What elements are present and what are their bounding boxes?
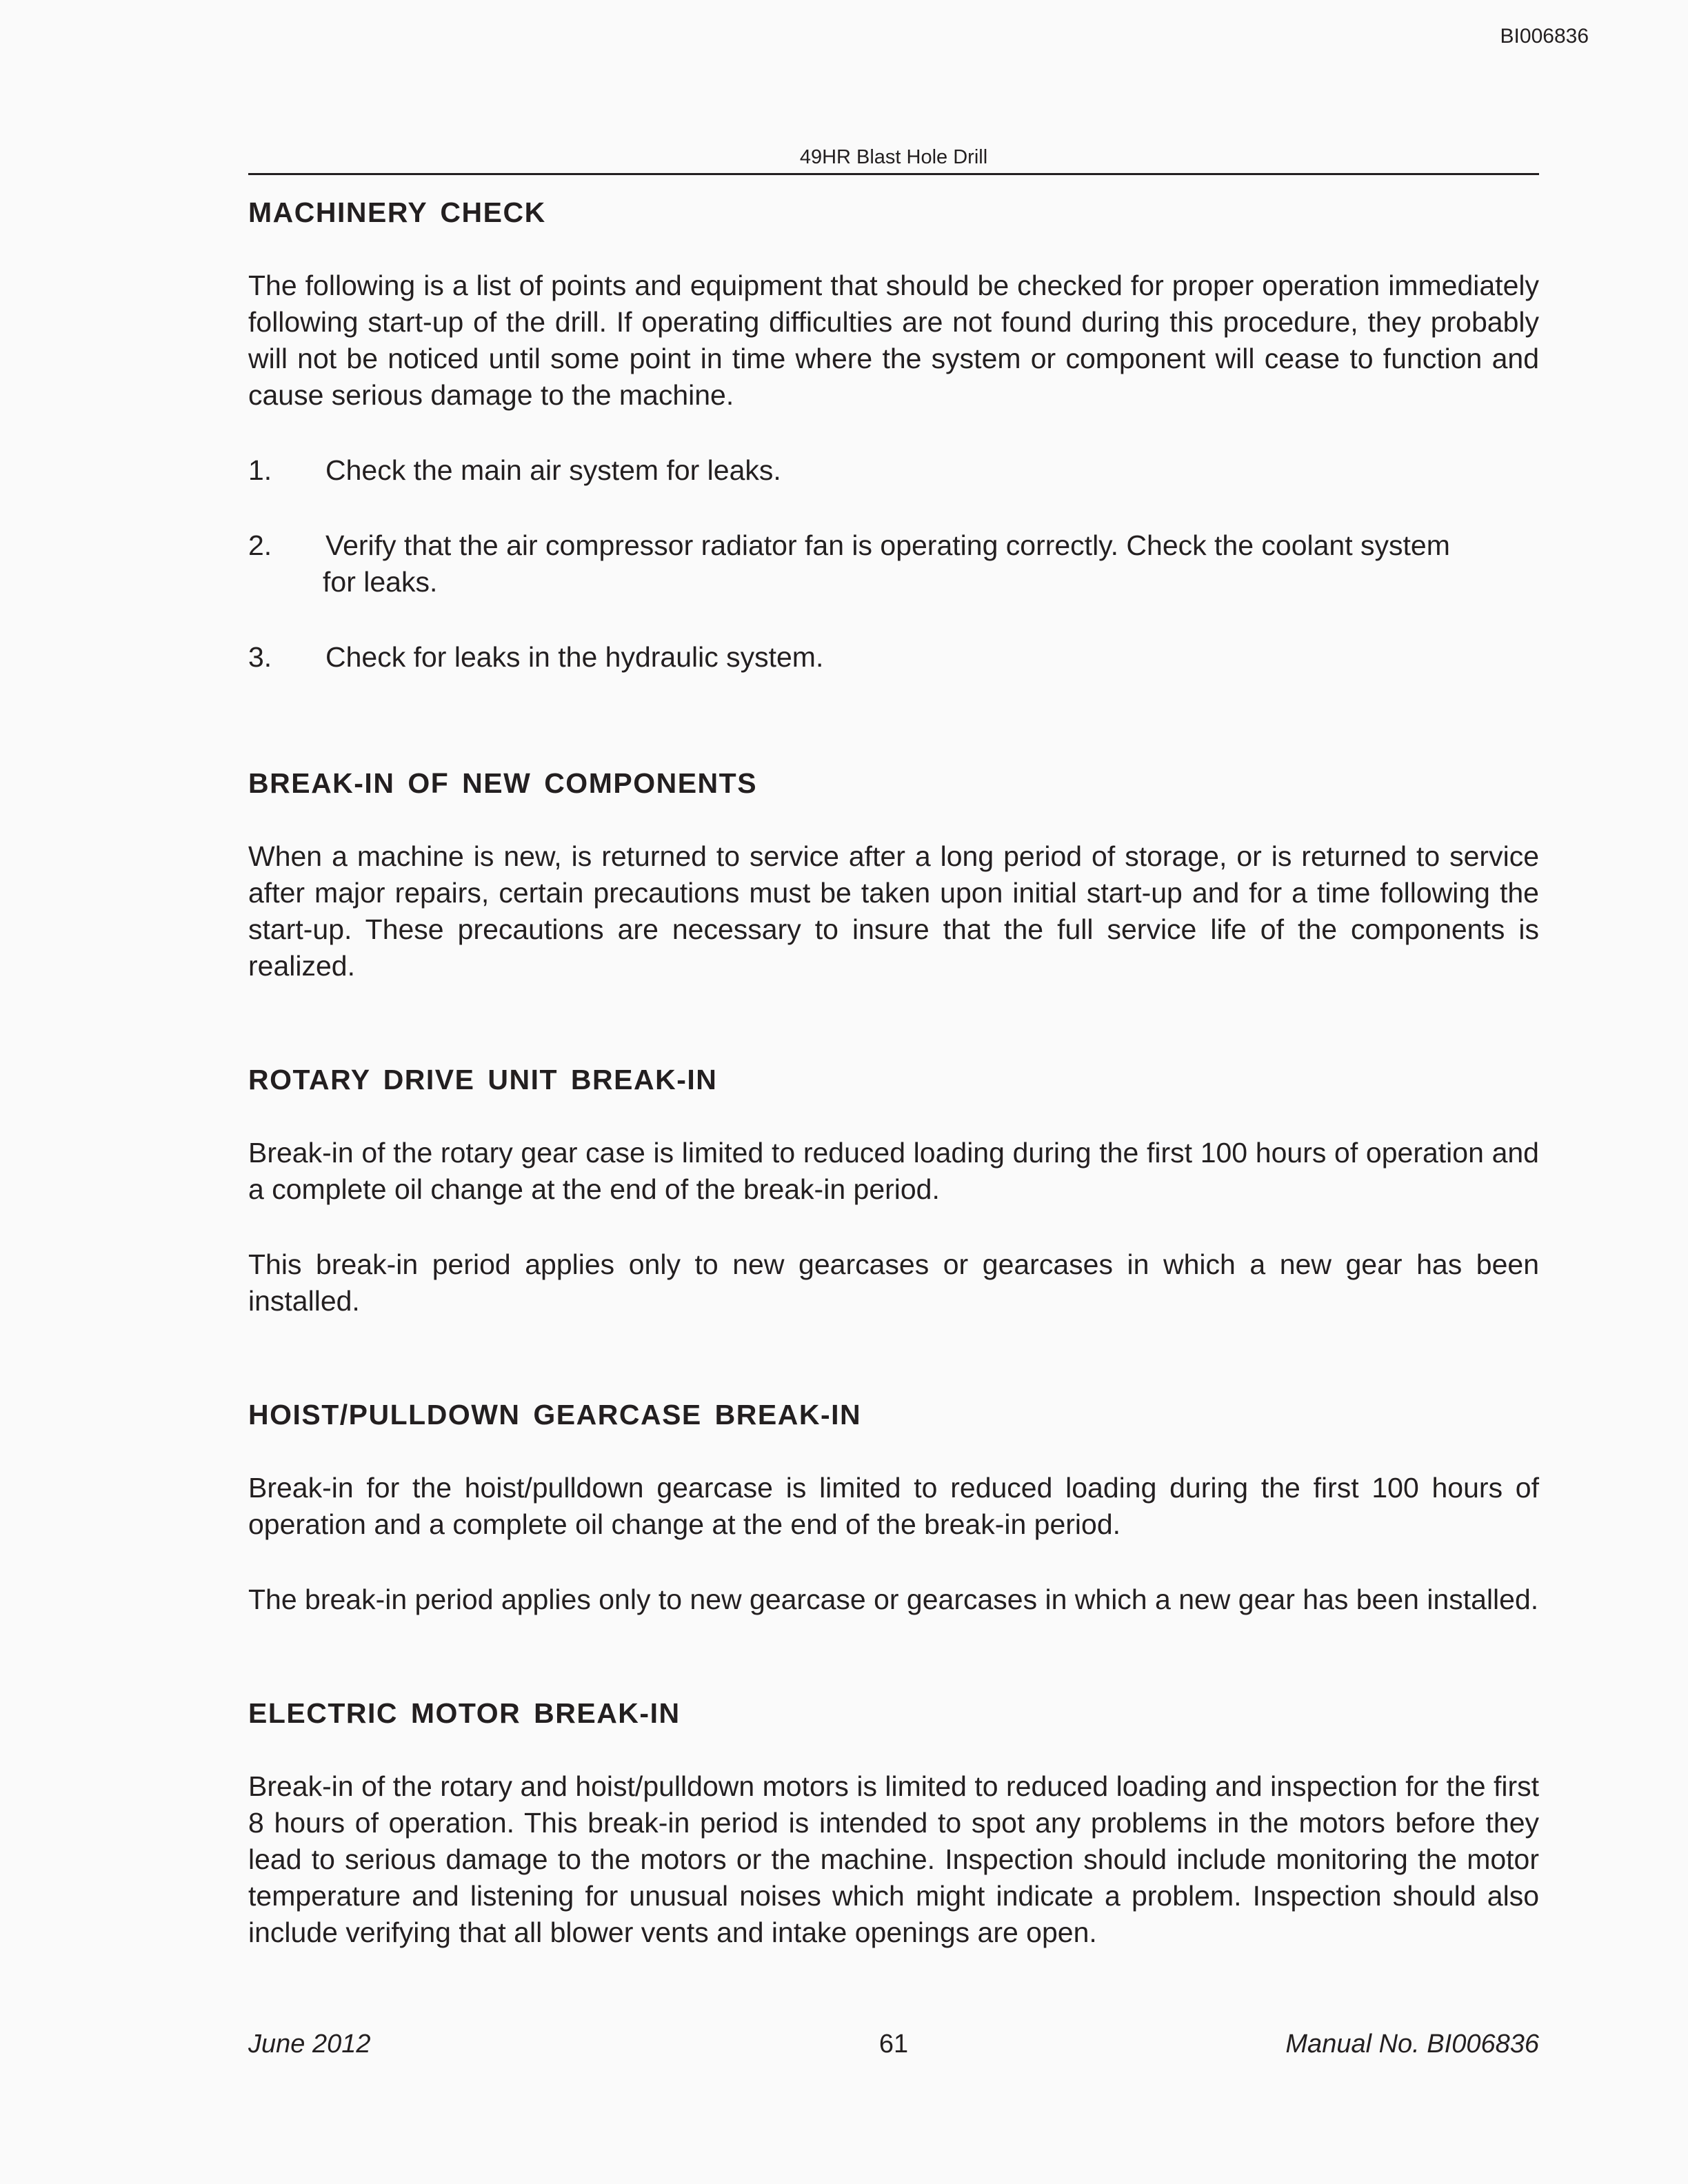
page-footer [248,2030,1539,2059]
list-item-number: 1. [248,454,272,486]
list-item-text: Check for leaks in the hydraulic system. [325,641,824,673]
page-content [248,194,1539,1951]
list-item-text: Check the main air system for leaks. [325,454,781,486]
list-item-number: 3. [248,641,272,673]
machinery-check-intro: The following is a list of points and equipment that should be checked for proper operation immediately following start-up of the drill. If operating difficulties are not found during this procedure, they probably will not be noticed until some point in time where the system or component will cease to function and cause serious damage to the machine. [248,270,1539,411]
footer-date: June 2012 [248,2030,371,2059]
rotary-drive-para-2: This break-in period applies only to new gearcases or gearcases in which a new gear has been installed. [248,1248,1539,1317]
break-in-new-components-body: When a machine is new, is returned to service after a long period of storage, or is returned to service after major repairs, certain precautions must be taken upon initial start-up and for a time following the start-up. These precautions are necessary to insure that the full service life of the components is realized. [248,840,1539,982]
section-title-rotary-drive-break-in: ROTARY DRIVE UNIT BREAK-IN [248,1064,718,1095]
list-item-text-block [325,527,1539,600]
document-id: BI006836 [1500,25,1589,48]
section-title-hoist-pulldown-break-in: HOIST/PULLDOWN GEARCASE BREAK-IN [248,1399,862,1430]
list-item-number: 2. [248,529,272,561]
page-number: 61 [878,2030,909,2059]
hoist-pulldown-para-1: Break-in for the hoist/pulldown gearcase is limited to reduced loading during the first 100 hours of operation and a complete oil change at the end of the break-in period. [248,1472,1539,1540]
rotary-drive-para-1: Break-in of the rotary gear case is limited to reduced loading during the first 100 hours of operation and a complete oil change at the end of the break-in period. [248,1137,1539,1205]
list-item [248,452,1539,489]
section-title-machinery-check: MACHINERY CHECK [248,196,546,228]
footer-manual-number: Manual No. BI006836 [1285,2030,1539,2059]
section-title-electric-motor-break-in: ELECTRIC MOTOR BREAK-IN [248,1697,681,1729]
list-item [248,639,1539,676]
section-title-break-in-new-components: BREAK-IN OF NEW COMPONENTS [248,767,758,799]
electric-motor-body: Break-in of the rotary and hoist/pulldown motors is limited to reduced loading and inspection for the first 8 hours of operation. This break-in period is intended to spot any problems in the motors before they lead to serious damage to the motors or the machine. Inspection should include monitoring the motor temperature and listening for unusual noises which might indicate a problem. Inspection should also include verifying that all blower vents and intake openings are open. [248,1770,1539,1948]
list-item [248,527,1539,600]
running-header: 49HR Blast Hole Drill [248,146,1539,175]
list-item-text: Verify that the air compressor radiator fan is operating correctly. Check the coolant system [325,529,1450,561]
hoist-pulldown-para-2: The break-in period applies only to new gearcase or gearcases in which a new gear has been installed. [248,1584,1539,1615]
list-item-text-continued: for leaks. [323,566,438,598]
